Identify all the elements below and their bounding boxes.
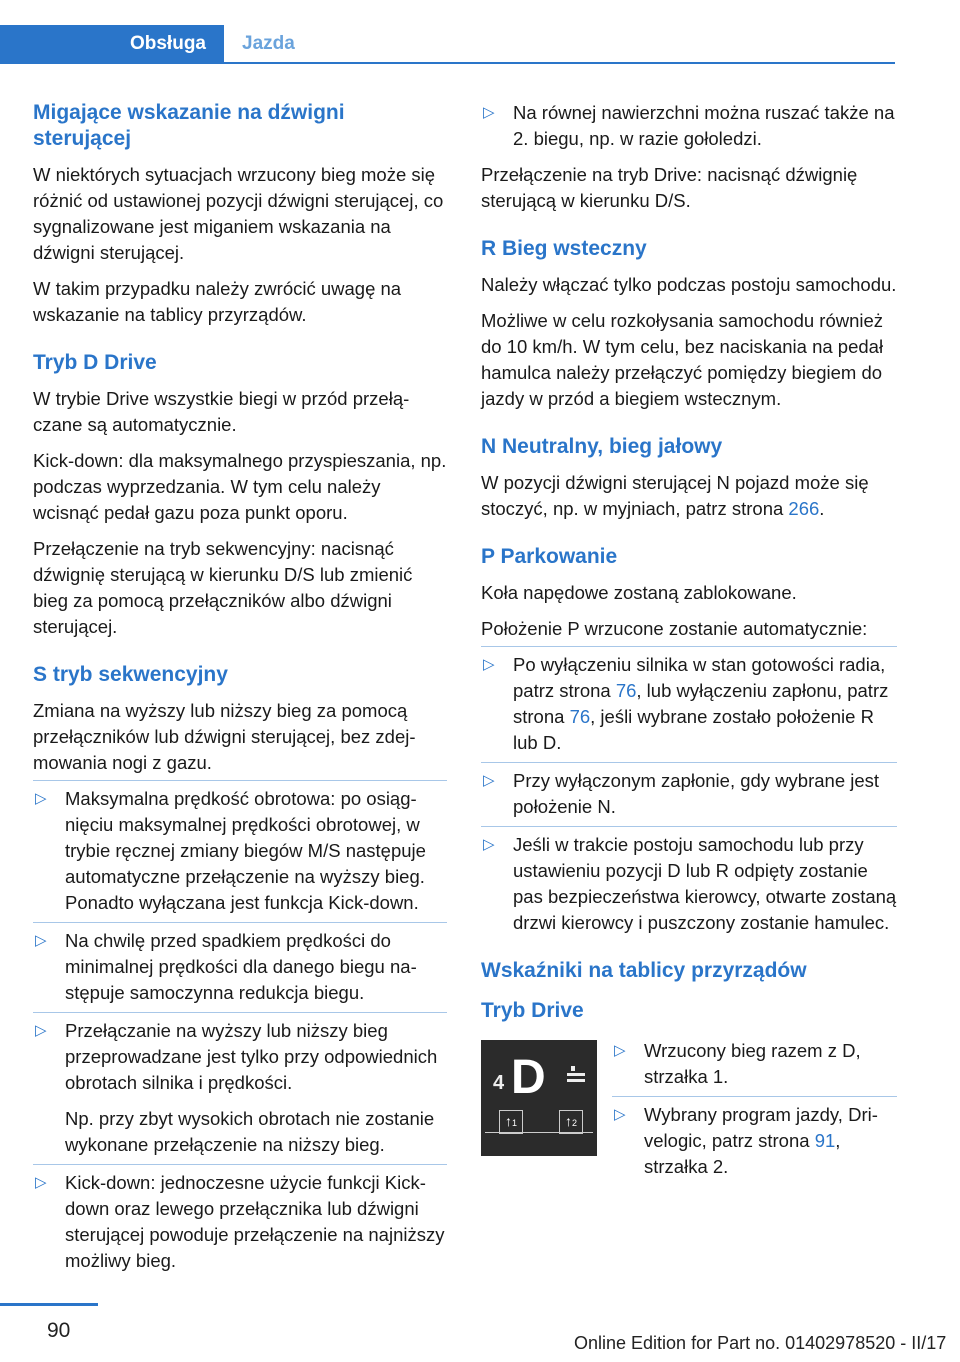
list-item: ▷ Przy wyłączonym zapłonie, gdy wybrane jest położenie N. <box>481 768 897 820</box>
paragraph: W pozycji dźwigni sterującej N pojazd może się stoczyć, np. w myjniach, patrz strona 266. <box>481 472 869 519</box>
triangle-right-icon: ▷ <box>614 1106 626 1123</box>
triangle-right-icon: ▷ <box>614 1042 626 1059</box>
right-column <box>481 100 897 1180</box>
header-tabs <box>0 25 895 64</box>
page-link[interactable]: 266 <box>788 498 820 519</box>
list-item: ▷ Na chwilę przed spadkiem prędkości do minimalnej prędkości dla danego biegu następuje samoczynna redukcja biegu. <box>33 928 447 1006</box>
list-item: ▷ Kick-down: jednoczesne użycie funkcji Kick-down oraz lewego przełącznika lub dźwigni sterującej powoduje przełączenie na najniższy możliwy bieg. <box>33 1170 447 1274</box>
heading-n: N Neutralny, bieg jałowy <box>481 435 723 458</box>
paragraph: Przełączenie na tryb sekwencyjny: nacisnąć dźwignię sterującą w kierunku D/S lub zmienić bieg za pomocą przełączników albo dźwigni sterującej. <box>33 538 413 637</box>
list-item: ▷ Na równej nawierzchni można ruszać także na 2. biegu, np. w razie gołoledzi. <box>483 102 895 149</box>
paragraph: W niektórych sytuacjach wrzucony bieg może się różnić od ustawionej pozycji dźwigni sterującej, co sygnalizowane jest miganiem wskazania na dźwigni sterującej. <box>33 164 444 263</box>
drivelogic-icon <box>565 1066 587 1084</box>
page-link[interactable]: 76 <box>569 706 591 727</box>
gear-shift-icon <box>481 1040 597 1156</box>
heading-tryb-drive: Tryb Drive <box>481 999 584 1022</box>
list-item: ▷ Maksymalna prędkość obrotowa: po osiągnięciu maksymalnej prędkości obrotowej, w trybie ręcznej zmiany biegów M/S następuje automatyczne przełączenie na wyższy bieg. Ponadto wyłączana jest funkcja Kick-down. <box>33 786 447 916</box>
paragraph: Kick-down: dla maksymalnego przyspieszania, np. podczas wyprzedzania. W tym celu należy wcisnąć pedał gazu poza punkt oporu. <box>33 450 447 523</box>
heading-r: R Bieg wsteczny <box>481 237 647 260</box>
heading-p: P Parkowanie <box>481 545 618 568</box>
paragraph: Możliwe w celu rozkołysania samochodu również do 10 km/h. W tym celu, bez naciskania na pedał hamulca należy przełączyć pomiędzy biegiem do jazdy w przód a biegiem wstecznym. <box>481 310 884 409</box>
list-item: ▷ Po wyłączeniu silnika w stan gotowości radia, patrz strona 76, lub wyłączeniu zapłonu, patrz strona 76, jeśli wybrane zostało położenie R lub D. <box>481 652 897 756</box>
triangle-right-icon: ▷ <box>35 790 47 807</box>
tab-jazda[interactable]: Jazda <box>242 33 295 54</box>
heading-s: S tryb sekwencyjny <box>33 663 228 686</box>
paragraph: Należy włączać tylko podczas postoju samochodu. <box>481 274 897 295</box>
list-item: ▷ Wrzucony bieg razem z D, strzałka 1. <box>614 1040 861 1087</box>
heading-wskazniki: Wskaźniki na tablicy przyrządów <box>481 959 807 982</box>
left-column <box>33 100 447 1274</box>
list-item: ▷ Jeśli w trakcie postoju samochodu lub przy ustawieniu pozycji D lub R odpięty zostanie pas bezpieczeństwa kierowcy, otwarte zostaną drzwi kierowcy i puszczony zostanie hamulec. <box>481 832 897 936</box>
paragraph: W trybie Drive wszystkie biegi w przód przełączane są automatycznie. <box>33 388 410 435</box>
gear-number: 4 <box>493 1072 505 1094</box>
triangle-right-icon: ▷ <box>35 1022 47 1039</box>
triangle-right-icon: ▷ <box>35 1174 47 1191</box>
arrow-up-icon: ↑1 <box>499 1110 523 1134</box>
triangle-right-icon: ▷ <box>35 932 47 949</box>
triangle-right-icon: ▷ <box>483 104 495 121</box>
heading-tryb-d: Tryb D Drive <box>33 351 157 374</box>
bullet-list <box>33 786 447 1274</box>
paragraph: Zmiana na wyższy lub niższy bieg za pomocą przełączników lub dźwigni sterującej, bez zdejmowania nogi z gazu. <box>33 700 416 773</box>
triangle-right-icon: ▷ <box>483 656 495 673</box>
paragraph: Koła napędowe zostaną zablokowane. <box>481 582 797 603</box>
footer-divider <box>0 1303 98 1306</box>
triangle-right-icon: ▷ <box>483 836 495 853</box>
page-number: 90 <box>47 1319 71 1342</box>
list-item: ▷ Przełączanie na wyższy lub niższy bieg przeprowadzane jest tylko przy odpowiednich obrotach silnika i prędkości. Np. przy zbyt wysokich obrotach nie zostanie wykonane przełączenie na niższy bieg. <box>33 1018 447 1158</box>
bullet-list <box>612 1038 897 1180</box>
drive-indicator-block <box>481 1038 897 1180</box>
heading-migajace: Migające wskazanie na dźwigni sterującej <box>33 101 345 150</box>
arrow-up-icon: ↑2 <box>559 1110 583 1134</box>
tab-obsluga[interactable]: Obsługa <box>0 25 224 62</box>
page-link[interactable]: 76 <box>615 680 637 701</box>
triangle-right-icon: ▷ <box>483 772 495 789</box>
paragraph: Położenie P wrzucone zostanie automatycznie: <box>481 618 868 639</box>
list-item: ▷ Wybrany program jazdy, Drivelogic, patrz strona 91, strzałka 2. <box>612 1102 897 1180</box>
gear-letter: D <box>511 1051 546 1104</box>
edition-note: Online Edition for Part no. 01402978520 - II/17 <box>574 1333 947 1353</box>
bullet-list <box>481 652 897 936</box>
paragraph: Przełączenie na tryb Drive: nacisnąć dźwignię sterującą w kierunku D/S. <box>481 164 858 211</box>
paragraph: W takim przypadku należy zwrócić uwagę na wskazanie na tablicy przyrządów. <box>33 278 402 325</box>
page-link[interactable]: 91 <box>814 1130 836 1151</box>
bullet-list <box>481 100 897 152</box>
